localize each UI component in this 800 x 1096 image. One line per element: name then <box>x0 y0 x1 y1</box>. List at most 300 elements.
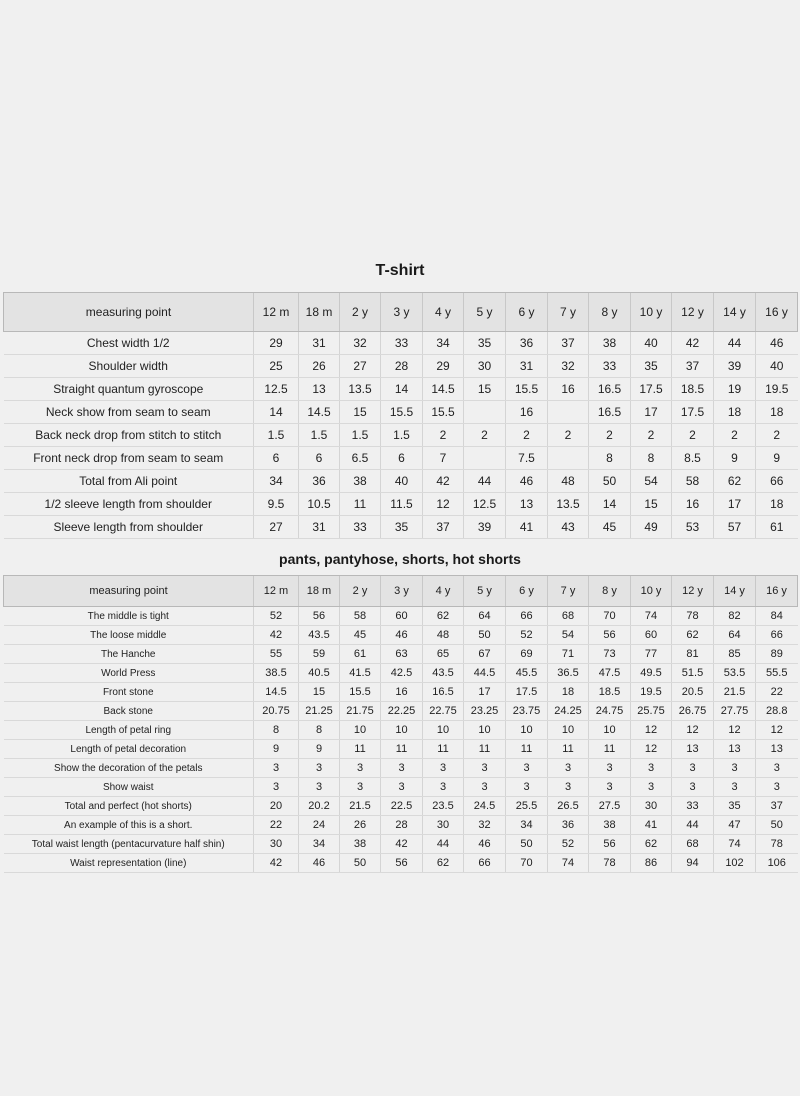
measurement-value: 1.5 <box>299 424 340 447</box>
measurement-value: 12 <box>714 721 756 740</box>
measurement-value: 33 <box>589 355 631 378</box>
measurement-value: 14.5 <box>423 378 464 401</box>
measurement-value: 43 <box>548 516 589 539</box>
measurement-value: 85 <box>714 645 756 664</box>
table-row <box>4 740 798 759</box>
measurement-value: 2 <box>756 424 798 447</box>
header-size-column: 10 y <box>631 576 672 607</box>
measurement-value: 2 <box>589 424 631 447</box>
measurement-value: 55.5 <box>756 664 798 683</box>
measurement-value: 52 <box>506 626 548 645</box>
measurement-value: 42 <box>672 332 714 355</box>
measurement-value: 11.5 <box>381 493 423 516</box>
measurement-value: 35 <box>464 332 506 355</box>
measurement-value: 46 <box>506 470 548 493</box>
measurement-value: 78 <box>756 835 798 854</box>
header-size-column: 2 y <box>340 293 381 332</box>
measurement-value: 40.5 <box>299 664 340 683</box>
measurement-value: 7.5 <box>506 447 548 470</box>
table-row <box>4 332 798 355</box>
measurement-value: 34 <box>506 816 548 835</box>
table-row <box>4 721 798 740</box>
measurement-value: 27 <box>254 516 299 539</box>
measurement-value: 19 <box>714 378 756 401</box>
measurement-value: 13 <box>299 378 340 401</box>
measurement-value: 16 <box>381 683 423 702</box>
header-size-column: 16 y <box>756 576 798 607</box>
measurement-value: 9 <box>254 740 299 759</box>
measurement-value: 62 <box>423 854 464 873</box>
measurement-value: 42 <box>254 626 299 645</box>
measurement-value: 102 <box>714 854 756 873</box>
header-size-column: 4 y <box>423 576 464 607</box>
measurement-value: 24.25 <box>548 702 589 721</box>
table-row <box>4 355 798 378</box>
measurement-value: 1.5 <box>340 424 381 447</box>
measurement-value: 36 <box>548 816 589 835</box>
measurement-value: 52 <box>254 607 299 626</box>
measurement-value: 56 <box>381 854 423 873</box>
measurement-value: 50 <box>464 626 506 645</box>
measurement-value: 24.5 <box>464 797 506 816</box>
tshirt-section-title: T-shirt <box>375 262 425 279</box>
measurement-value: 3 <box>464 778 506 797</box>
measurement-value: 2 <box>464 424 506 447</box>
measurement-value: 7 <box>423 447 464 470</box>
measurement-value: 9.5 <box>254 493 299 516</box>
measurement-value: 61 <box>756 516 798 539</box>
measurement-value: 66 <box>756 470 798 493</box>
measurement-value: 3 <box>631 759 672 778</box>
measurement-value: 21.5 <box>340 797 381 816</box>
measurement-value: 2 <box>631 424 672 447</box>
measurement-value: 13 <box>756 740 798 759</box>
measurement-value: 62 <box>631 835 672 854</box>
measurement-value: 8 <box>589 447 631 470</box>
measurement-value: 21.75 <box>340 702 381 721</box>
measurement-value: 33 <box>381 332 423 355</box>
measurement-value: 11 <box>340 740 381 759</box>
header-size-column: 12 m <box>254 293 299 332</box>
measurement-value: 30 <box>254 835 299 854</box>
measurement-value: 3 <box>340 778 381 797</box>
table-row <box>4 816 798 835</box>
measurement-value: 62 <box>672 626 714 645</box>
measurement-value: 12 <box>631 721 672 740</box>
measurement-value: 44.5 <box>464 664 506 683</box>
header-size-column: 5 y <box>464 576 506 607</box>
measurement-value: 56 <box>589 626 631 645</box>
measurement-value: 10 <box>340 721 381 740</box>
measurement-value: 6 <box>299 447 340 470</box>
measurement-value: 22 <box>254 816 299 835</box>
measurement-value: 74 <box>631 607 672 626</box>
measurement-value: 3 <box>672 759 714 778</box>
table-row <box>4 835 798 854</box>
measurement-value: 12 <box>672 721 714 740</box>
header-size-column: 2 y <box>340 576 381 607</box>
header-size-column: 5 y <box>464 293 506 332</box>
measurement-label: Sleeve length from shoulder <box>4 516 254 539</box>
tshirt-size-table <box>3 292 798 539</box>
measurement-value: 17.5 <box>506 683 548 702</box>
measurement-value: 34 <box>254 470 299 493</box>
measurement-value: 15.5 <box>381 401 423 424</box>
measurement-value: 70 <box>589 607 631 626</box>
measurement-value: 9 <box>299 740 340 759</box>
table-row <box>4 626 798 645</box>
measurement-value: 31 <box>506 355 548 378</box>
measurement-value: 22.75 <box>423 702 464 721</box>
measurement-value: 10 <box>506 721 548 740</box>
measurement-value: 26 <box>299 355 340 378</box>
measurement-value: 9 <box>714 447 756 470</box>
measurement-value: 14.5 <box>254 683 299 702</box>
measurement-value: 57 <box>714 516 756 539</box>
measurement-value: 25.5 <box>506 797 548 816</box>
header-size-column: 3 y <box>381 293 423 332</box>
measurement-label: The middle is tight <box>4 607 254 626</box>
measurement-value: 45 <box>340 626 381 645</box>
table-row <box>4 854 798 873</box>
measurement-value: 11 <box>423 740 464 759</box>
measurement-value: 44 <box>714 332 756 355</box>
measurement-value: 54 <box>548 626 589 645</box>
measurement-label: Straight quantum gyroscope <box>4 378 254 401</box>
measurement-value: 3 <box>548 778 589 797</box>
measurement-value: 64 <box>714 626 756 645</box>
table-row <box>4 683 798 702</box>
measurement-value: 69 <box>506 645 548 664</box>
measurement-label: Show waist <box>4 778 254 797</box>
measurement-value: 11 <box>548 740 589 759</box>
measurement-value: 22 <box>756 683 798 702</box>
measurement-value: 68 <box>672 835 714 854</box>
measurement-value: 106 <box>756 854 798 873</box>
table-row <box>4 645 798 664</box>
tshirt-table-body <box>4 332 798 539</box>
measurement-label: Length of petal ring <box>4 721 254 740</box>
table-row <box>4 778 798 797</box>
measurement-value: 16.5 <box>589 378 631 401</box>
pants-section-title: pants, pantyhose, shorts, hot shorts <box>279 551 521 567</box>
measurement-value: 12 <box>631 740 672 759</box>
header-size-column: 6 y <box>506 576 548 607</box>
measurement-value: 45 <box>589 516 631 539</box>
measurement-value: 55 <box>254 645 299 664</box>
measurement-value <box>548 447 589 470</box>
measurement-value: 3 <box>506 778 548 797</box>
measurement-value: 49 <box>631 516 672 539</box>
measurement-value: 2 <box>506 424 548 447</box>
measurement-value: 38 <box>589 816 631 835</box>
measurement-value: 12.5 <box>254 378 299 401</box>
measurement-value: 25 <box>254 355 299 378</box>
measurement-value: 27 <box>340 355 381 378</box>
measurement-value: 10 <box>548 721 589 740</box>
measurement-value: 22.5 <box>381 797 423 816</box>
measurement-value: 25.75 <box>631 702 672 721</box>
measurement-value: 13 <box>506 493 548 516</box>
measurement-value: 2 <box>714 424 756 447</box>
measurement-value <box>464 401 506 424</box>
table-row <box>4 470 798 493</box>
measurement-value: 22.25 <box>381 702 423 721</box>
measurement-value: 74 <box>548 854 589 873</box>
measurement-value: 32 <box>464 816 506 835</box>
measurement-value: 15.5 <box>423 401 464 424</box>
header-size-column: 16 y <box>756 293 798 332</box>
measurement-value: 28.8 <box>756 702 798 721</box>
measurement-value: 66 <box>464 854 506 873</box>
header-size-column: 8 y <box>589 576 631 607</box>
header-size-column: 7 y <box>548 576 589 607</box>
measurement-value: 14.5 <box>299 401 340 424</box>
measurement-value: 46 <box>299 854 340 873</box>
measurement-value: 6 <box>381 447 423 470</box>
measurement-value: 11 <box>381 740 423 759</box>
measurement-value: 53 <box>672 516 714 539</box>
measurement-value: 41 <box>631 816 672 835</box>
measurement-value: 18 <box>714 401 756 424</box>
measurement-value: 3 <box>548 759 589 778</box>
measurement-value: 14 <box>589 493 631 516</box>
table-row <box>4 664 798 683</box>
measurement-value: 32 <box>548 355 589 378</box>
measurement-value: 35 <box>714 797 756 816</box>
measurement-value: 3 <box>589 778 631 797</box>
measurement-value: 64 <box>464 607 506 626</box>
header-size-column: 8 y <box>589 293 631 332</box>
pants-table-body <box>4 607 798 873</box>
measurement-value: 32 <box>340 332 381 355</box>
measurement-value: 58 <box>340 607 381 626</box>
measurement-value: 3 <box>423 778 464 797</box>
measurement-value: 37 <box>672 355 714 378</box>
measurement-value: 82 <box>714 607 756 626</box>
pants-size-table <box>3 575 798 873</box>
measurement-value: 30 <box>423 816 464 835</box>
measurement-label: Chest width 1/2 <box>4 332 254 355</box>
header-size-column: 14 y <box>714 293 756 332</box>
measurement-value: 44 <box>464 470 506 493</box>
measurement-value: 42 <box>254 854 299 873</box>
measurement-value: 60 <box>381 607 423 626</box>
measurement-value: 6.5 <box>340 447 381 470</box>
measurement-value: 20.2 <box>299 797 340 816</box>
header-size-column: 4 y <box>423 293 464 332</box>
measurement-value: 17.5 <box>631 378 672 401</box>
measurement-value: 65 <box>423 645 464 664</box>
measurement-value: 38 <box>340 470 381 493</box>
measurement-value: 2 <box>423 424 464 447</box>
measurement-value: 86 <box>631 854 672 873</box>
header-size-column: 6 y <box>506 293 548 332</box>
measurement-value: 14 <box>381 378 423 401</box>
measurement-value: 29 <box>254 332 299 355</box>
measurement-label: Front stone <box>4 683 254 702</box>
measurement-value: 62 <box>423 607 464 626</box>
measurement-value: 48 <box>548 470 589 493</box>
measurement-value: 35 <box>381 516 423 539</box>
measurement-value: 41.5 <box>340 664 381 683</box>
measurement-value: 62 <box>714 470 756 493</box>
measurement-value: 49.5 <box>631 664 672 683</box>
measurement-value: 36.5 <box>548 664 589 683</box>
measurement-value: 17 <box>464 683 506 702</box>
measurement-value: 15.5 <box>340 683 381 702</box>
measurement-value: 43.5 <box>299 626 340 645</box>
measurement-value: 31 <box>299 516 340 539</box>
header-size-column: 18 m <box>299 293 340 332</box>
measurement-value: 1.5 <box>381 424 423 447</box>
measurement-value: 13 <box>672 740 714 759</box>
measurement-value: 10 <box>381 721 423 740</box>
measurement-value: 38 <box>589 332 631 355</box>
header-measuring-point: measuring point <box>4 293 254 332</box>
table-row <box>4 516 798 539</box>
measurement-value: 3 <box>254 778 299 797</box>
measurement-value: 17 <box>714 493 756 516</box>
measurement-value: 15 <box>464 378 506 401</box>
measurement-value: 43.5 <box>423 664 464 683</box>
measurement-label: Back neck drop from stitch to stitch <box>4 424 254 447</box>
measurement-value: 2 <box>672 424 714 447</box>
measurement-value: 16.5 <box>589 401 631 424</box>
measurement-value: 11 <box>464 740 506 759</box>
measurement-value: 10 <box>464 721 506 740</box>
measurement-value: 28 <box>381 355 423 378</box>
measurement-value: 46 <box>756 332 798 355</box>
measurement-value <box>464 447 506 470</box>
measurement-value: 34 <box>423 332 464 355</box>
measurement-value <box>548 401 589 424</box>
measurement-value: 20.5 <box>672 683 714 702</box>
header-size-column: 3 y <box>381 576 423 607</box>
measurement-value: 68 <box>548 607 589 626</box>
measurement-value: 23.75 <box>506 702 548 721</box>
measurement-value: 21.5 <box>714 683 756 702</box>
measurement-value: 37 <box>548 332 589 355</box>
measurement-label: Waist representation (line) <box>4 854 254 873</box>
measurement-value: 3 <box>672 778 714 797</box>
measurement-value: 40 <box>756 355 798 378</box>
measurement-label: The Hanche <box>4 645 254 664</box>
table-row <box>4 607 798 626</box>
measurement-value: 31 <box>299 332 340 355</box>
measurement-value: 19.5 <box>756 378 798 401</box>
measurement-value: 3 <box>299 778 340 797</box>
measurement-value: 3 <box>381 759 423 778</box>
measurement-value: 50 <box>506 835 548 854</box>
measurement-value: 3 <box>756 778 798 797</box>
measurement-value: 67 <box>464 645 506 664</box>
measurement-label: Shoulder width <box>4 355 254 378</box>
measurement-value: 8 <box>299 721 340 740</box>
measurement-value: 8 <box>631 447 672 470</box>
measurement-value: 70 <box>506 854 548 873</box>
measurement-value: 71 <box>548 645 589 664</box>
measurement-value: 27.5 <box>589 797 631 816</box>
measurement-value: 23.25 <box>464 702 506 721</box>
measurement-label: Front neck drop from seam to seam <box>4 447 254 470</box>
measurement-value: 6 <box>254 447 299 470</box>
measurement-value: 16.5 <box>423 683 464 702</box>
measurement-value: 66 <box>756 626 798 645</box>
measurement-value: 34 <box>299 835 340 854</box>
measurement-label: Total from Ali point <box>4 470 254 493</box>
measurement-value: 3 <box>631 778 672 797</box>
header-size-column: 12 y <box>672 293 714 332</box>
measurement-value: 45.5 <box>506 664 548 683</box>
header-size-column: 12 m <box>254 576 299 607</box>
measurement-value: 46 <box>464 835 506 854</box>
measurement-value: 44 <box>423 835 464 854</box>
measurement-value: 39 <box>714 355 756 378</box>
measurement-value: 58 <box>672 470 714 493</box>
measurement-value: 48 <box>423 626 464 645</box>
pants-header-row <box>4 576 798 607</box>
table-row <box>4 797 798 816</box>
measurement-value: 10 <box>589 721 631 740</box>
measurement-value: 3 <box>756 759 798 778</box>
measurement-value: 84 <box>756 607 798 626</box>
measurement-label: Total waist length (pentacurvature half shin) <box>4 835 254 854</box>
measurement-value: 59 <box>299 645 340 664</box>
header-size-column: 12 y <box>672 576 714 607</box>
measurement-value: 3 <box>464 759 506 778</box>
measurement-value: 50 <box>340 854 381 873</box>
measurement-value: 52 <box>548 835 589 854</box>
measurement-value: 29 <box>423 355 464 378</box>
measurement-value: 78 <box>672 607 714 626</box>
measurement-value: 63 <box>381 645 423 664</box>
tshirt-header-row <box>4 293 798 332</box>
measurement-value: 40 <box>381 470 423 493</box>
table-row <box>4 424 798 447</box>
header-measuring-point: measuring point <box>4 576 254 607</box>
measurement-value: 15 <box>340 401 381 424</box>
measurement-value: 3 <box>340 759 381 778</box>
measurement-label: World Press <box>4 664 254 683</box>
measurement-value: 66 <box>506 607 548 626</box>
measurement-value: 26.5 <box>548 797 589 816</box>
measurement-value: 42.5 <box>381 664 423 683</box>
measurement-value: 78 <box>589 854 631 873</box>
measurement-value: 54 <box>631 470 672 493</box>
header-size-column: 10 y <box>631 293 672 332</box>
measurement-label: Back stone <box>4 702 254 721</box>
measurement-value: 56 <box>589 835 631 854</box>
measurement-label: Neck show from seam to seam <box>4 401 254 424</box>
table-row <box>4 401 798 424</box>
measurement-value: 28 <box>381 816 423 835</box>
measurement-value: 47.5 <box>589 664 631 683</box>
measurement-value: 13 <box>714 740 756 759</box>
measurement-label: Total and perfect (hot shorts) <box>4 797 254 816</box>
measurement-value: 18 <box>548 683 589 702</box>
measurement-value: 10.5 <box>299 493 340 516</box>
measurement-value: 89 <box>756 645 798 664</box>
measurement-value: 12.5 <box>464 493 506 516</box>
measurement-value: 21.25 <box>299 702 340 721</box>
measurement-value: 20 <box>254 797 299 816</box>
measurement-value: 3 <box>381 778 423 797</box>
measurement-value: 60 <box>631 626 672 645</box>
measurement-value: 20.75 <box>254 702 299 721</box>
table-row <box>4 702 798 721</box>
measurement-value: 33 <box>672 797 714 816</box>
